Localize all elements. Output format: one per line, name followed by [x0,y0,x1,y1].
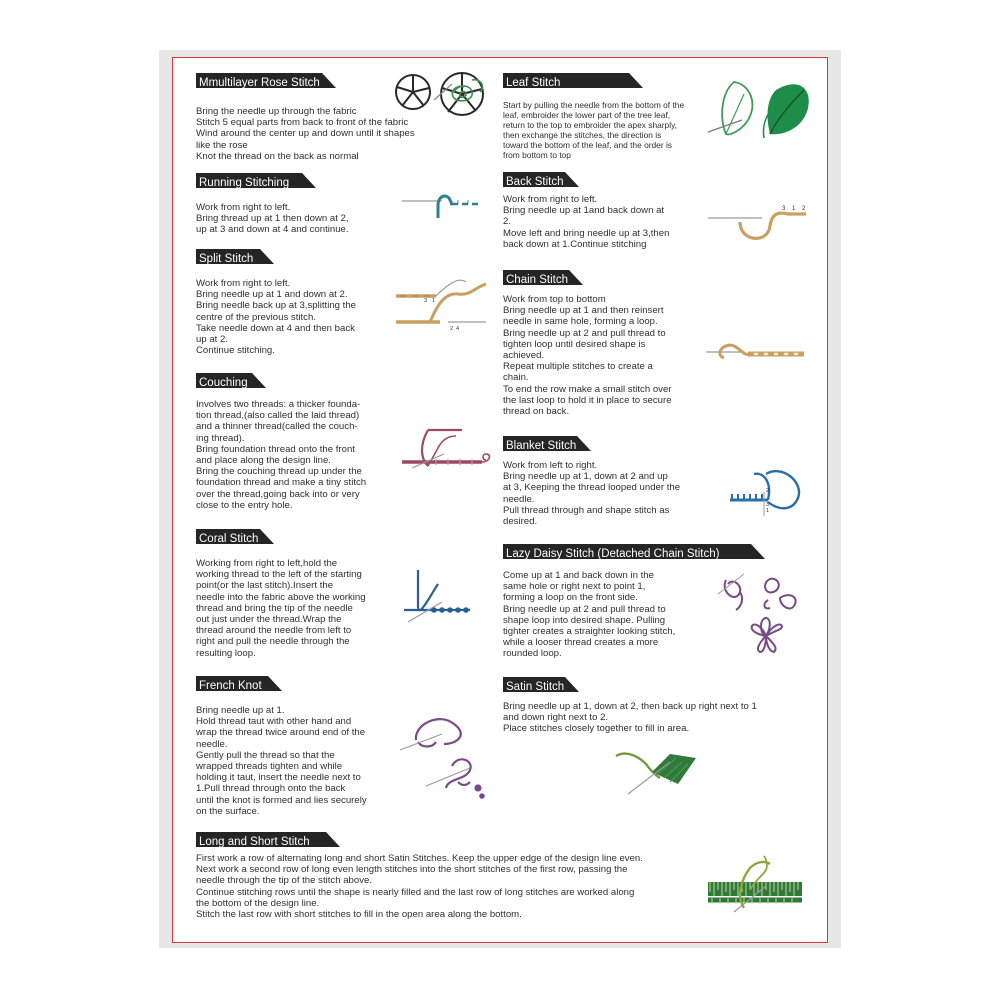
section-header [503,544,719,559]
text-line: Bring foundation thread onto the front [196,443,355,455]
section-header [196,373,366,388]
text-line: Working from right to left,hold the [196,558,338,569]
text-line: Repeat multiple stitches to create a [503,361,653,373]
text-line: achieved. [503,350,545,362]
label-4: 4 [456,326,460,332]
text-line: wrapped threads tighten and while [196,761,343,773]
text-line: the bottom of the design line. [196,897,320,909]
text-line: Come up at 1 and back down in the [503,570,654,581]
text-line: Next work a second row of long even length stitches into the short stitches of the first row, passing the [196,864,628,876]
section-header [503,270,672,285]
section-title: Split Stitch [199,253,254,265]
section-title: Coral Stitch [199,533,259,545]
text-line: foundation thread and make a tiny stitch [196,477,367,489]
coral-stitch-illustration [400,566,474,630]
section-lazy-daisy-stitch [503,544,719,660]
back-stitch-illustration [706,200,812,248]
text-line: out just under the thread.Wrap the [196,614,342,626]
text-line: Bring needle up at 1, down at 2 and up [503,471,668,483]
section-title: Running Stitching [199,177,290,189]
label-1: 1 [792,206,796,212]
text-line: ing thread). [196,432,245,444]
section-header [196,529,366,544]
split-stitch-illustration [392,278,496,334]
section-blanket-stitch [503,436,680,527]
couching-illustration [398,424,498,476]
long-short-stitch-illustration [706,856,804,916]
text-line: Bring the needle up through the fabric [196,106,357,117]
text-line: 2. [503,216,512,228]
section-satin-stitch [503,677,757,735]
text-line: until the knot is formed and lies securely [196,794,367,806]
section-body [196,558,366,659]
section-body [503,460,680,527]
text-line: Continue stitching. [196,345,275,357]
running-stitch-illustration [400,186,490,226]
label-1: 1 [766,508,770,514]
section-body [503,570,719,660]
text-line: close to the entry hole. [196,499,293,511]
text-line: Gently pull the thread so that the [196,749,335,761]
label-2: 2 [766,488,770,494]
text-line: thread and bring the tip of the needle [196,602,353,614]
section-title: Chain Stitch [506,274,569,286]
section-leaf-stitch [503,73,684,161]
text-line: leaf, embroider the lower part of the tree leaf, [503,110,671,121]
text-line: thread on back. [503,406,570,418]
text-line: Knot the thread on the back as normal [196,150,359,162]
text-line: at 3, Keeping the thread looped under the [503,482,681,494]
section-title: Lazy Daisy Stitch (Detached Chain Stitch) [506,548,720,560]
text-line: like the rose [196,139,248,151]
text-line: tighten loop until desired shape is [503,338,646,350]
text-line: and a thinner thread(called the couch- [196,421,358,433]
text-line: 1.Pull thread through onto the back [196,783,346,795]
text-line: resulting loop. [196,647,256,659]
text-line: Stitch the last row with short stitches to fill in the open area along the bottom. [196,909,522,921]
section-body [196,853,643,920]
text-line: Place stitches closely together to fill in area. [503,723,690,735]
text-line: centre of the previous stitch. [196,311,316,323]
section-split-stitch [196,249,356,356]
section-body [196,106,415,162]
lazy-daisy-illustration [718,568,808,658]
section-chain-stitch [503,270,672,417]
section-title: French Knot [199,680,262,692]
text-line: Work from right to left. [196,278,291,289]
label-2: 2 [450,326,454,332]
section-title: Couching [199,377,248,389]
section-body [196,278,356,356]
blanket-stitch-illustration [726,462,810,518]
text-line: and place along the design line. [196,455,331,467]
text-line: Bring needle up at 2 and pull thread to [503,603,666,615]
leaf-stitch-illustration [704,74,814,144]
french-knot-illustration [396,710,496,802]
label-1: 1 [432,298,436,304]
text-line: To end the row make a small stitch over [503,383,672,395]
text-line: same hole or right next to point 1, [503,581,646,593]
text-line: needle. [196,738,228,750]
section-body [196,705,367,817]
section-header [503,172,669,187]
text-line: and down right next to 2. [503,712,609,724]
text-line: needle into the fabric above the working [196,591,366,603]
section-title: Leaf Stitch [506,77,561,89]
section-running-stitch [196,173,349,236]
section-header [196,173,349,188]
text-line: tighter creates a straighter looking stitch, [503,626,676,638]
text-line: Stitch 5 equal parts from back to front of the fabric [196,117,409,129]
text-line: then exchange the stitches, the direction is [503,130,662,141]
section-body [196,399,366,511]
section-body [503,100,684,161]
text-line: Work from right to left. [503,194,598,205]
text-line: Bring needle back up at 3,splitting the [196,300,357,312]
section-body [196,202,349,236]
text-line: Bring needle up at 1and back down at [503,205,665,217]
label-3: 3 [424,298,428,304]
text-line: tion thread,(also called the laid thread) [196,410,360,422]
text-line: wrap the thread twice around end of the [196,727,366,739]
section-title: Mmultilayer Rose Stitch [199,77,320,89]
text-line: back down at 1.Continue stitching [503,238,647,250]
chain-stitch-illustration [704,334,810,374]
section-header [196,832,643,847]
text-line: while a looser thread creates a more [503,637,659,649]
text-line: Hold thread taut with other hand and [196,716,352,728]
text-line: thread around the needle from left to [196,625,352,637]
text-line: working thread to the left of the starting [196,569,362,581]
section-title: Back Stitch [506,176,564,188]
text-line: forming a loop on the front side. [503,592,638,604]
text-line: desired. [503,516,538,528]
section-long-short-stitch [196,832,643,920]
section-header [503,73,684,88]
text-line: shape loop into desired shape. Pulling [503,614,666,626]
label-3: 3 [766,502,770,508]
text-line: Bring needle up at 2 and pull thread to [503,327,666,339]
section-couching [196,373,366,511]
satin-stitch-illustration [612,744,704,804]
text-line: Bring needle up at 1. [196,705,285,716]
section-back-stitch [503,172,669,250]
text-line: Continue stitching rows until the shape is nearly filled and the last row of long stitches are worked along [196,886,635,898]
text-line: the last loop to hold it in place to secure [503,394,672,406]
section-header [503,677,757,692]
section-body [503,194,669,250]
text-line: Involves two threads: a thicker founda- [196,399,361,410]
section-header [196,73,415,88]
text-line: on the surface. [196,805,260,817]
text-line: Take needle down at 4 and then back [196,322,355,334]
text-line: over the thread,going back into or very [196,488,360,500]
text-line: Start by pulling the needle from the bottom of the [503,100,685,110]
text-line: needle. [503,493,535,505]
text-line: from bottom to top [503,150,571,161]
text-line: right and pull the needle through the [196,636,350,648]
section-french-knot [196,676,367,817]
text-line: Pull thread through and shape stitch as [503,504,670,516]
text-line: rounded loop. [503,648,562,660]
section-header [196,676,367,691]
text-line: Move left and bring needle up at 3,then [503,227,670,239]
text-line: Wind around the center up and down until it shapes [196,128,415,140]
text-line: return to the top to embroider the apex sharply, [503,120,677,131]
text-line: needle in same hole, forming a loop. [503,316,658,328]
section-header [503,436,680,451]
section-header [196,249,356,264]
text-line: holding it taut, insert the needle next to [196,772,361,784]
section-title: Blanket Stitch [506,440,577,452]
text-line: Bring needle up at 1, down at 2, then back up right next to 1 [503,701,757,712]
rose-stitch-illustration [394,70,494,126]
section-title: Satin Stitch [506,681,565,693]
text-line: Bring needle up at 1 and then reinsert [503,305,664,317]
text-line: up at 2. [196,334,229,346]
label-3: 3 [782,206,786,212]
text-line: Work from top to bottom [503,294,606,305]
section-body [503,294,672,417]
text-line: Work from left to right. [503,460,598,471]
text-line: point(or the last stitch).Insert the [196,580,334,592]
text-line: Bring the couching thread up under the [196,466,362,478]
text-line: toward the bottom of the leaf, and the order is [503,140,672,151]
text-line: Work from right to left. [196,202,291,213]
section-rose-stitch [196,73,415,162]
text-line: First work a row of alternating long and short Satin Stitches. Keep the upper edge of the design line even. [196,853,643,864]
section-title: Long and Short Stitch [199,836,310,848]
text-line: up at 3 and down at 4 and continue. [196,224,349,236]
section-body [503,701,757,735]
text-line: Bring needle up at 1 and down at 2. [196,289,348,301]
text-line: chain. [503,372,529,384]
text-line: needle through the tip of the stitch above. [196,875,373,887]
text-line: Bring thread up at 1 then down at 2, [196,213,349,225]
label-2: 2 [802,206,806,212]
section-coral-stitch [196,529,366,659]
